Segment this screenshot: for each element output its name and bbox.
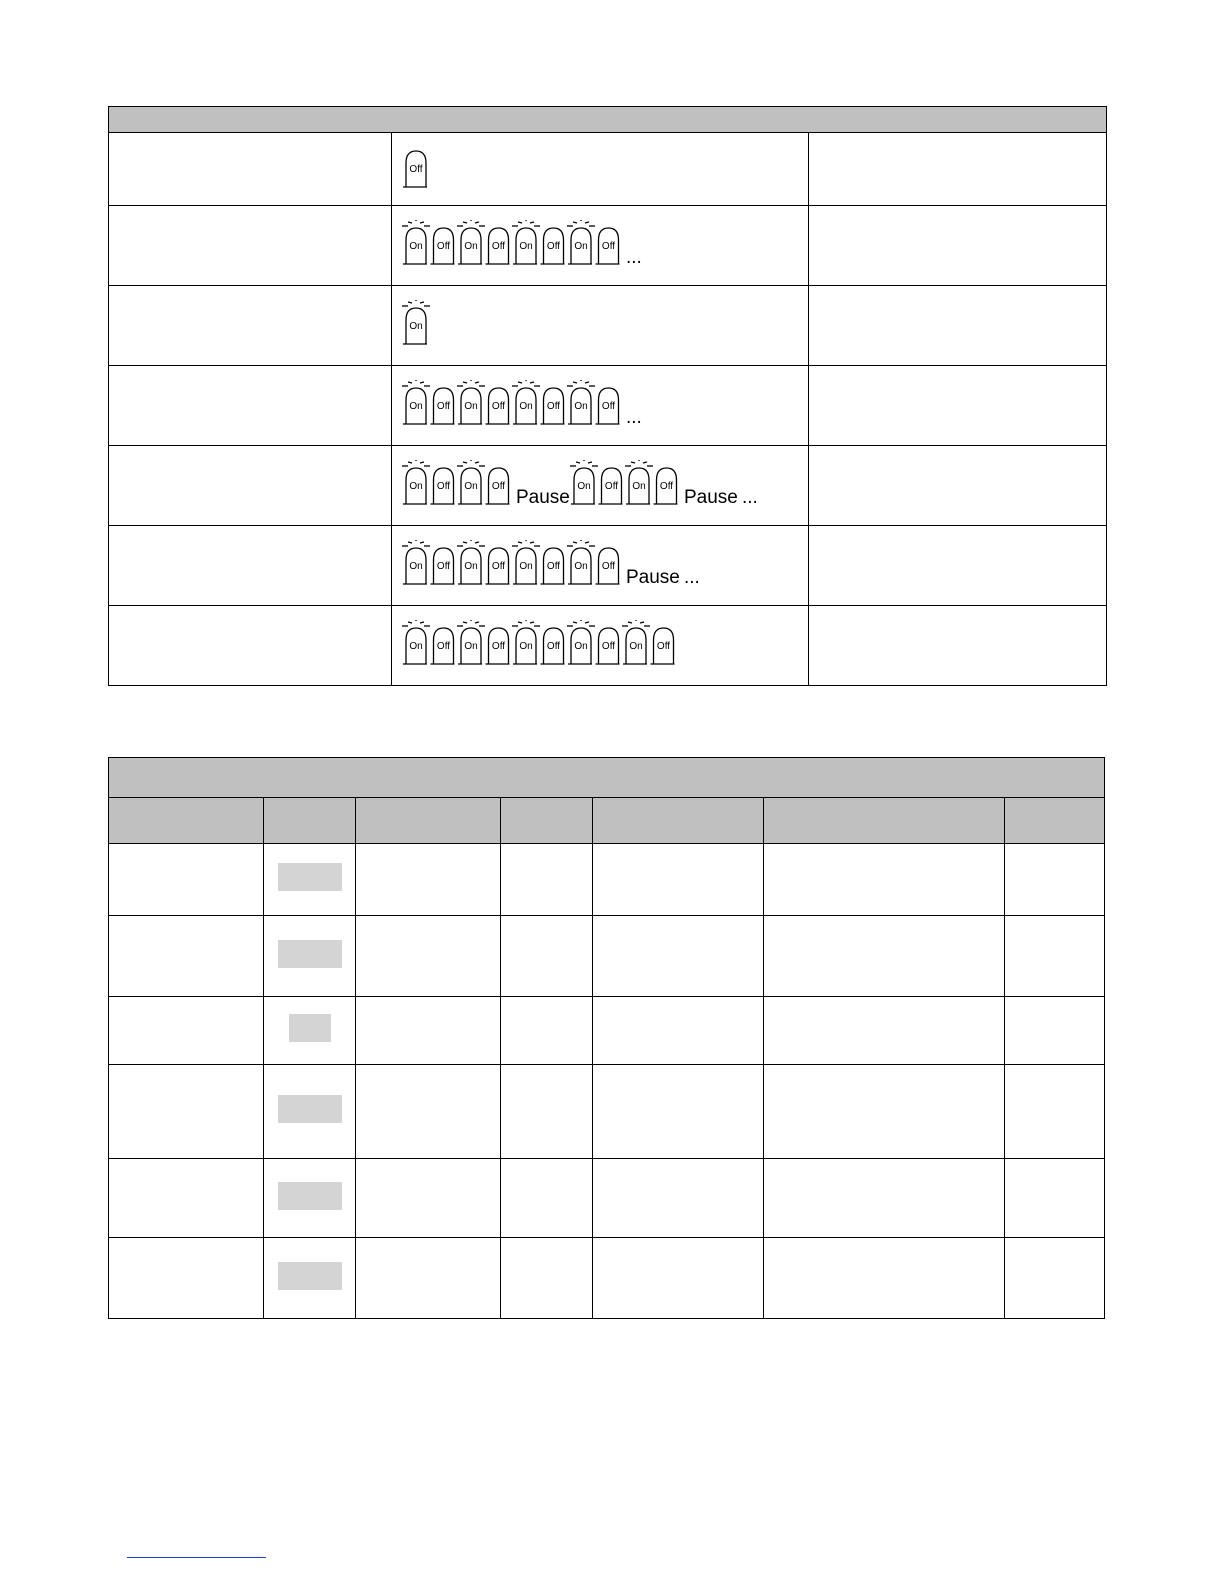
- led-state-cell: [109, 446, 392, 526]
- lamp-off-icon: [541, 548, 565, 584]
- led-status-table: [108, 106, 1107, 686]
- spec-cell: [764, 1065, 1005, 1159]
- lamp-off-icon: [596, 628, 620, 664]
- svg-text:On: On: [519, 240, 533, 252]
- svg-text:On: On: [464, 240, 478, 252]
- svg-text:On: On: [409, 320, 423, 332]
- lamp-on-icon: [402, 300, 430, 344]
- led-pattern-cell: [392, 446, 809, 526]
- lamp-off-icon: [651, 628, 675, 664]
- spec-table-title-cell: [109, 758, 1105, 798]
- svg-text:Off: Off: [601, 400, 616, 412]
- lamp-on-icon: [570, 460, 598, 504]
- svg-text:Off: Off: [659, 480, 674, 492]
- pause-text: Pause: [516, 486, 570, 508]
- led-state-cell: [109, 286, 392, 366]
- lamp-off-icon: [486, 468, 510, 504]
- spec-cell: [1005, 1159, 1105, 1238]
- svg-text:Off: Off: [546, 400, 561, 412]
- spec-cell: [1005, 997, 1105, 1065]
- lamp-on-icon: [512, 380, 540, 424]
- lamp-on-icon: [512, 620, 540, 664]
- spec-cell: [501, 916, 593, 997]
- spec-header-cell: [593, 798, 764, 844]
- spec-cell: [764, 844, 1005, 916]
- lamp-on-icon: [457, 540, 485, 584]
- led-description-cell: [809, 286, 1107, 366]
- svg-text:On: On: [574, 240, 588, 252]
- ellipsis-text: ...: [684, 566, 700, 588]
- led-description-cell: [809, 206, 1107, 286]
- led-description-cell: [809, 606, 1107, 686]
- led-row: [109, 446, 1107, 526]
- lamp-on-icon: [512, 540, 540, 584]
- svg-text:Off: Off: [436, 560, 451, 572]
- led-row: [109, 526, 1107, 606]
- spec-cell: [501, 1065, 593, 1159]
- lamp-off-icon: [541, 228, 565, 264]
- spec-cell: [764, 1238, 1005, 1319]
- key-button[interactable]: [289, 1014, 331, 1042]
- spec-cell: [1005, 844, 1105, 916]
- spec-header-cell: [1005, 798, 1105, 844]
- lamp-off-icon: [596, 388, 620, 424]
- led-row: [109, 206, 1107, 286]
- spec-table-title-row: [109, 758, 1105, 798]
- lamp-off-icon: [486, 628, 510, 664]
- lamp-on-icon: [625, 460, 653, 504]
- ellipsis-text: ...: [742, 486, 758, 508]
- lamp-on-icon: [622, 620, 650, 664]
- lamp-off-icon: [431, 628, 455, 664]
- led-pattern-cell: [392, 206, 809, 286]
- spec-cell: [593, 1065, 764, 1159]
- lamp-on-icon: [402, 380, 430, 424]
- led-description-cell: [809, 133, 1107, 206]
- led-table-title-cell: [109, 107, 1107, 133]
- spec-key-cell: [264, 844, 356, 916]
- spec-row: [109, 1238, 1105, 1319]
- led-description-cell: [809, 366, 1107, 446]
- svg-text:On: On: [632, 480, 646, 492]
- svg-text:On: On: [409, 640, 423, 652]
- ellipsis-text: ...: [626, 406, 642, 428]
- lamp-off-icon: [541, 388, 565, 424]
- svg-text:On: On: [464, 560, 478, 572]
- lamp-off-icon: [486, 228, 510, 264]
- key-button[interactable]: [278, 1262, 342, 1290]
- led-state-cell: [109, 526, 392, 606]
- led-pattern: [402, 218, 808, 274]
- lamp-on-icon: [567, 220, 595, 264]
- svg-text:On: On: [409, 560, 423, 572]
- svg-text:Off: Off: [409, 164, 423, 175]
- led-row: [109, 133, 1107, 206]
- led-pattern-cell: [392, 133, 809, 206]
- svg-text:On: On: [519, 640, 533, 652]
- svg-text:On: On: [629, 640, 643, 652]
- spec-cell: [109, 916, 264, 997]
- led-pattern: [402, 298, 808, 354]
- svg-text:On: On: [519, 400, 533, 412]
- key-button[interactable]: [278, 863, 342, 891]
- spec-cell: [1005, 1238, 1105, 1319]
- spec-cell: [593, 997, 764, 1065]
- led-state-cell: [109, 206, 392, 286]
- svg-text:On: On: [464, 400, 478, 412]
- spec-cell: [109, 1238, 264, 1319]
- svg-text:Off: Off: [491, 240, 506, 252]
- svg-text:Off: Off: [601, 560, 616, 572]
- led-table-title-row: [109, 107, 1107, 133]
- lamp-off-icon: [486, 388, 510, 424]
- spec-cell: [356, 997, 501, 1065]
- spec-cell: [356, 844, 501, 916]
- spec-cell: [593, 844, 764, 916]
- key-spec-table: [108, 757, 1105, 1319]
- svg-text:On: On: [409, 240, 423, 252]
- spec-key-cell: [264, 1159, 356, 1238]
- lamp-on-icon: [457, 380, 485, 424]
- spec-cell: [501, 844, 593, 916]
- svg-text:On: On: [577, 480, 591, 492]
- led-pattern: [402, 618, 808, 674]
- lamp-off-icon: [596, 548, 620, 584]
- svg-text:Off: Off: [601, 240, 616, 252]
- svg-text:Off: Off: [436, 480, 451, 492]
- led-state-cell: [109, 606, 392, 686]
- lamp-off-icon: [599, 468, 623, 504]
- led-pattern: [402, 378, 808, 434]
- spec-header-cell: [109, 798, 264, 844]
- key-button[interactable]: [278, 940, 342, 968]
- key-button[interactable]: [278, 1182, 342, 1210]
- lamp-on-icon: [402, 540, 430, 584]
- pause-text: Pause: [626, 566, 680, 588]
- svg-text:Off: Off: [546, 640, 561, 652]
- svg-text:Off: Off: [436, 640, 451, 652]
- spec-cell: [593, 1159, 764, 1238]
- svg-text:On: On: [409, 480, 423, 492]
- lamp-off-icon: [403, 151, 427, 187]
- lamp-on-icon: [457, 620, 485, 664]
- led-pattern: [402, 458, 808, 514]
- ellipsis-text: ...: [626, 246, 642, 268]
- led-pattern-cell: [392, 526, 809, 606]
- spec-cell: [593, 916, 764, 997]
- svg-text:Off: Off: [656, 640, 671, 652]
- spec-table-header-row: [109, 798, 1105, 844]
- lamp-off-icon: [431, 388, 455, 424]
- spec-cell: [501, 997, 593, 1065]
- lamp-on-icon: [457, 220, 485, 264]
- spec-cell: [356, 1238, 501, 1319]
- spec-cell: [109, 1159, 264, 1238]
- svg-text:Off: Off: [491, 400, 506, 412]
- led-state-cell: [109, 366, 392, 446]
- led-state-cell: [109, 133, 392, 206]
- led-pattern-cell: [392, 366, 809, 446]
- spec-cell: [356, 1159, 501, 1238]
- spec-cell: [109, 844, 264, 916]
- footer-link-underline[interactable]: [127, 1557, 266, 1558]
- led-description-cell: [809, 526, 1107, 606]
- led-row: [109, 286, 1107, 366]
- spec-row: [109, 997, 1105, 1065]
- spec-cell: [1005, 1065, 1105, 1159]
- spec-cell: [109, 997, 264, 1065]
- lamp-on-icon: [402, 460, 430, 504]
- spec-cell: [356, 1065, 501, 1159]
- led-row: [109, 606, 1107, 686]
- lamp-off-icon: [431, 228, 455, 264]
- svg-text:On: On: [574, 560, 588, 572]
- key-button[interactable]: [278, 1095, 342, 1123]
- led-pattern-cell: [392, 286, 809, 366]
- spec-cell: [764, 916, 1005, 997]
- spec-row: [109, 844, 1105, 916]
- spec-header-cell: [356, 798, 501, 844]
- spec-key-cell: [264, 916, 356, 997]
- led-pattern: [402, 538, 808, 594]
- lamp-off-icon: [486, 548, 510, 584]
- spec-header-cell: [764, 798, 1005, 844]
- svg-text:Off: Off: [436, 400, 451, 412]
- lamp-on-icon: [567, 620, 595, 664]
- svg-text:On: On: [464, 480, 478, 492]
- svg-text:Off: Off: [546, 560, 561, 572]
- svg-text:On: On: [519, 560, 533, 572]
- led-description-cell: [809, 446, 1107, 526]
- lamp-on-icon: [402, 220, 430, 264]
- lamp-off-icon: [654, 468, 678, 504]
- spec-cell: [501, 1238, 593, 1319]
- svg-text:On: On: [574, 400, 588, 412]
- svg-text:Off: Off: [546, 240, 561, 252]
- svg-text:On: On: [464, 640, 478, 652]
- spec-key-cell: [264, 1065, 356, 1159]
- spec-cell: [109, 1065, 264, 1159]
- spec-row: [109, 916, 1105, 997]
- led-pattern: [402, 141, 808, 197]
- svg-text:Off: Off: [601, 640, 616, 652]
- svg-text:Off: Off: [604, 480, 619, 492]
- spec-cell: [593, 1238, 764, 1319]
- led-pattern-cell: [392, 606, 809, 686]
- svg-text:Off: Off: [491, 640, 506, 652]
- svg-text:Off: Off: [491, 560, 506, 572]
- spec-row: [109, 1065, 1105, 1159]
- lamp-off-icon: [541, 628, 565, 664]
- spec-cell: [356, 916, 501, 997]
- lamp-on-icon: [567, 380, 595, 424]
- lamp-off-icon: [596, 228, 620, 264]
- spec-cell: [501, 1159, 593, 1238]
- lamp-on-icon: [567, 540, 595, 584]
- lamp-off-icon: [431, 548, 455, 584]
- lamp-on-icon: [457, 460, 485, 504]
- lamp-off-icon: [431, 468, 455, 504]
- spec-cell: [764, 997, 1005, 1065]
- lamp-on-icon: [402, 620, 430, 664]
- spec-cell: [1005, 916, 1105, 997]
- svg-text:Off: Off: [436, 240, 451, 252]
- spec-key-cell: [264, 997, 356, 1065]
- spec-row: [109, 1159, 1105, 1238]
- led-row: [109, 366, 1107, 446]
- svg-text:On: On: [409, 400, 423, 412]
- pause-text: Pause: [684, 486, 738, 508]
- svg-text:On: On: [574, 640, 588, 652]
- spec-header-cell: [501, 798, 593, 844]
- svg-text:Off: Off: [491, 480, 506, 492]
- spec-header-cell: [264, 798, 356, 844]
- spec-cell: [764, 1159, 1005, 1238]
- lamp-on-icon: [512, 220, 540, 264]
- spec-key-cell: [264, 1238, 356, 1319]
